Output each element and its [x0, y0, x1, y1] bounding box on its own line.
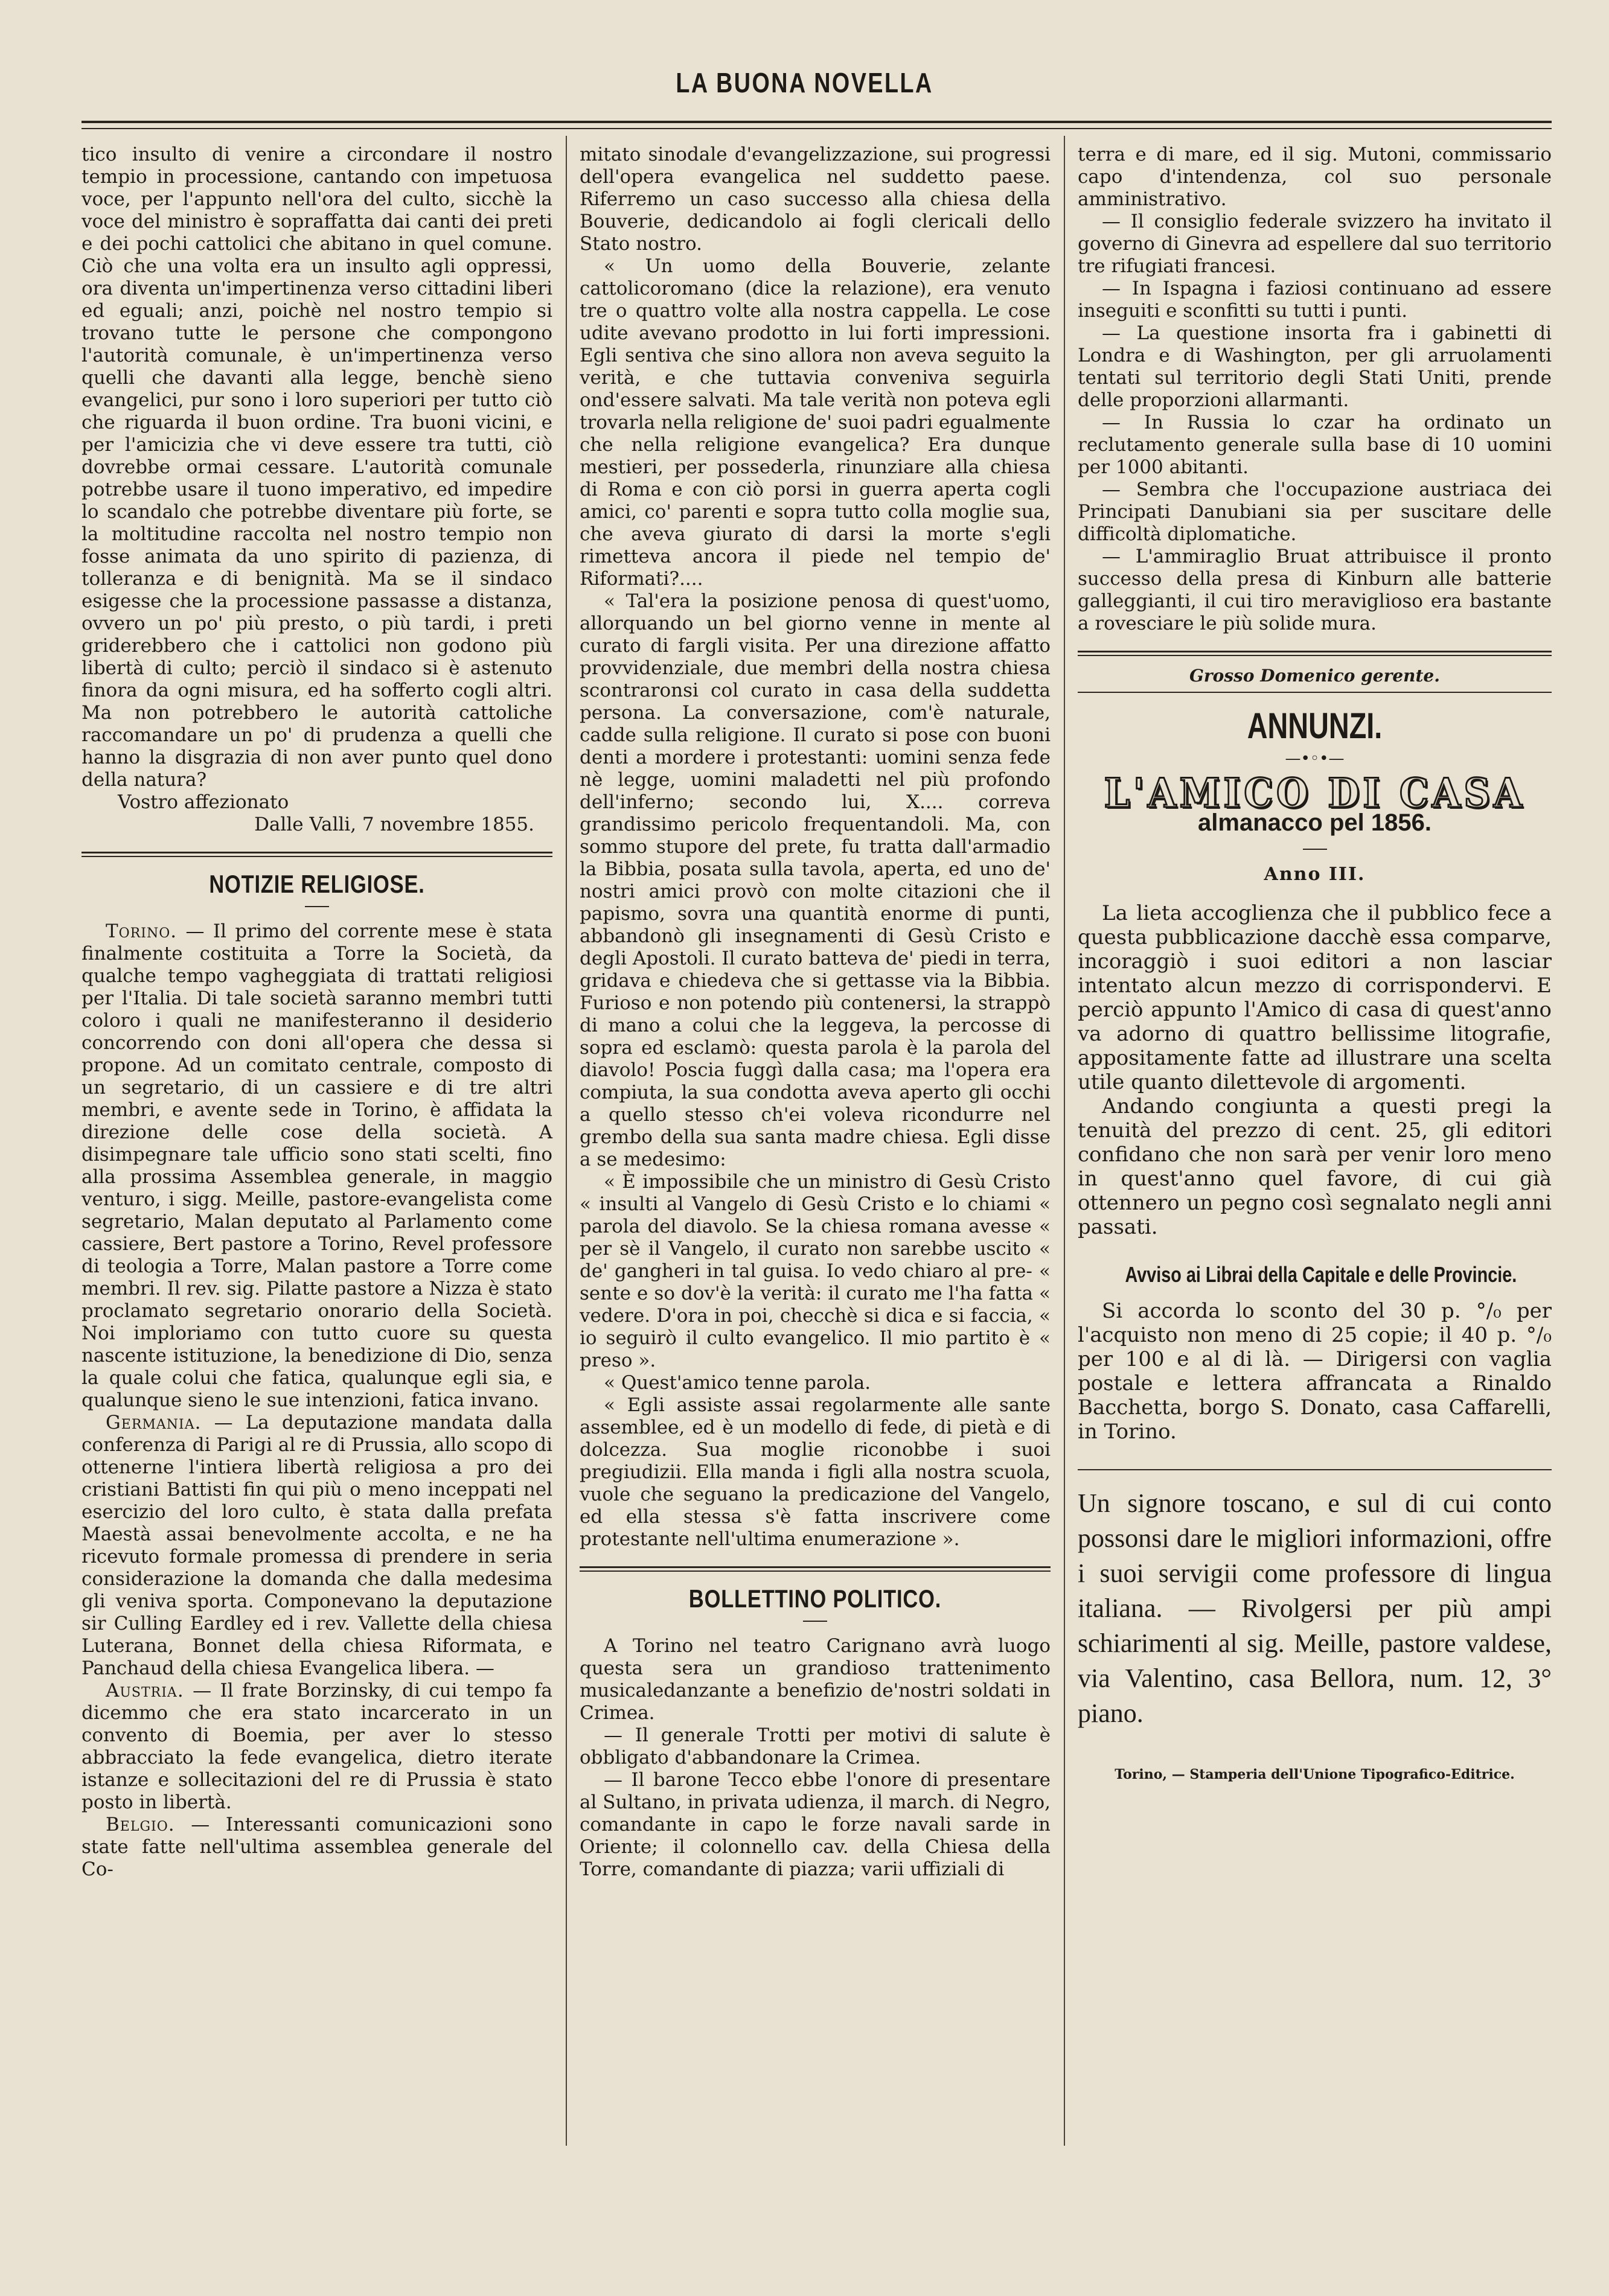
news-label: Belgio.	[106, 1814, 175, 1835]
article-paragraph: « Tal'era la posizione penosa di quest'uomo, allorquando un bel giorno venne in mente al curato di fargli visita. Per una direzione affatto provvidenziale, due membri della nostra chiesa scontraronsi col curato in casa della suddetta persona. La conversazione, com'è naturale, cadde sulla religione. Il curato si pose con buoni denti a mordere i protestanti: uomini senza fede nè legge, uomini maladetti nel più profondo dell'inferno; secondo lui, X.... correva grandissimo pericolo frequentandoli. Ma, con sommo stupore del prete, fu tratta dall'armadio la Bibbia, posata sulla tavola, aperta, ed uno de' nostri amici provò con molte citazioni che il papismo, sovra una quantità enorme di punti, abbandonò gli insegnamenti di Gesù Cristo e degli Apostoli. Il curato batteva de' piedi in terra, gridava e chiedeva che si gettasse via la Bibbia. Furioso e non potendo più contenersi, la strappò di mano a colui che la leggeva, la percosse di sopra ed esclamò: questa parola è la parola del diavolo! Poscia fuggì dalla casa; ma l'opera era compiuta, la sua condotta aveva aperto gli occhi a quello stesso ch'ei voleva ricondurre nel grembo della sua santa madre chiesa. Egli disse a se medesimo:	[580, 590, 1051, 1170]
article-paragraph: « Un uomo della Bouverie, zelante cattolicoromano (dice la relazione), era venuto tre o quattro volte alla nostra cappella. Le cose udite avevano prodotto in lui forti impressioni. Egli sentiva che sino allora non aveva seguito la verità, e che tuttavia conveniva seguirla ond'essere salvati. Ma tale verità non poteva egli trovarla nella religione de' suoi padri egualmente che nella religione evangelica? Era dunque mestieri, per possederla, rinunziare alla chiesa di Roma e con ciò porsi in guerra aperta cogli amici, co' parenti e sopra tutto colla moglie sua, che aveva giurato di darsi la morte s'egli rimetteva ancora il piede nel tempio de' Riformati?....	[580, 255, 1051, 590]
section-rule	[82, 852, 552, 857]
masthead-rule	[82, 121, 1552, 123]
news-germania	[82, 1412, 552, 1680]
news-torino	[82, 920, 552, 1412]
gerente-line: Grosso Domenico gerente.	[1189, 666, 1440, 686]
article-paragraph: « È impossibile che un ministro di Gesù Cristo « insulti al Vangelo di Gesù Cristo e lo chiami « parola del diavolo. Se la chiesa romana avesse « per sè il Vangelo, il curato non sarebbe uscito « de' gangheri in tal guisa. Io vedo chiaro al pre- « sente e so dov'è la verità: il curato me l'ha fatta « vedere. D'ora in poi, checchè si dica e si faccia, « io seguirò il culto evangelico. Il mio partito è « preso ».	[580, 1171, 1051, 1371]
news-label: Torino.	[106, 920, 178, 942]
section-rule	[580, 1566, 1051, 1572]
annuncio-paragraph: La lieta accoglienza che il pubblico fece a questa pubblicazione dacchè essa comparve, incoraggiò i suoi editori a non lasciar intentato alcun mezzo di corrispondervi. E perciò appunto l'Amico di casa di quest'anno va adorno di quattro bellissime litografie, appositamente fatte ad illustrare una scelta utile quanto dilettevole di argomenti.	[1078, 901, 1552, 1094]
politico-item: A Torino nel teatro Carignano avrà luogo questa sera un grandioso trattenimento musicaledanzante a benefizio de'nostri soldati in Crimea.	[580, 1635, 1051, 1724]
news-text: — Interessanti comunicazioni sono state fatte nell'ultima assemblea generale del Co-	[82, 1814, 552, 1880]
avviso-text: Si accorda lo sconto del 30 p. °/₀ per l'acquisto non meno di 25 copie; il 40 p. °/₀ per 100 e al di là. — Dirigersi con vaglia postale e lettera affrancata a Rinaldo Bacchetta, borgo S. Donato, casa Caffarelli, in Torino.	[1078, 1299, 1552, 1444]
annuncio-paragraph: Andando congiunta a questi pregi la tenuità del prezzo di cent. 25, gli editori confidano che non sarà per venir loro meno in quest'anno quel favore, di cui già ottennero un pegno così segnalato negli anni passati.	[1078, 1094, 1552, 1239]
politico-item: — L'ammiraglio Bruat attribuisce il pronto successo della presa di Kinburn alle batterie galleggianti, il cui tiro meraviglioso era bastante a rovesciare le più solide mura.	[1078, 546, 1552, 634]
politico-item: — In Russia lo czar ha ordinato un reclutamento generale sulla base di 10 uomini per 1000 abitanti.	[1078, 412, 1552, 478]
politico-item: — In Ispagna i faziosi continuano ad essere inseguiti e sconfitti su tutti i punti.	[1078, 278, 1552, 322]
anno-label: Anno III.	[1264, 864, 1366, 885]
almanacco-subtitle: almanacco pel 1856.	[1198, 809, 1431, 836]
politico-item: — Il consiglio federale svizzero ha invitato il governo di Ginevra ad espellere dal suo territorio tre rifugiati francesi.	[1078, 211, 1552, 277]
politico-item: — La questione insorta fra i gabinetti di Londra e di Washington, per gli arruolamenti tentati sul territorio degli Stati Uniti, prende delle proporzioni allarmanti.	[1078, 322, 1552, 411]
section-rule	[1078, 651, 1552, 656]
letter-body: tico insulto di venire a circondare il nostro tempio in processione, cantando con impetuosa voce, per l'appunto nell'ora del culto, sicchè la voce del ministro è sopraffatta dai canti dei preti e dei pochi cattolici che abitano in quel comune. Ciò che una volta era un insulto agli oppressi, ora diventa un'impertinenza verso cittadini liberi ed eguali; anzi, poichè nel nostro tempio si trovano tutte le persone che compongono l'autorità comunale, è un'impertinenza verso quelli che davanti alla legge, benchè sieno evangelici, pur sono i loro superiori per tutto ciò che riguarda il buon ordine. Tra buoni vicini, e per l'amicizia che vi deve essere tra tutti, ciò dovrebbe ormai cessare. L'autorità comunale potrebbe usare il tuono imperativo, ed impedire lo scandalo che potrebbe diventare più forte, se la moltitudine raccolta nel nostro tempio non fosse animata da uno spirito di pazienza, di tolleranza e di benignità. Ma se il sindaco esigesse che la processione passasse a distanza, ovvero un po' più presto, o più tardi, i preti griderebbero che i cattolici non godono più libertà di culto; perciò il sindaco si è astenuto finora da ogni misura, ed ha sofferto cogli altri. Ma non potrebbero le autorità cattoliche raccomandare un po' di prudenza a quelli che hanno la disgrazia di non aver punto quel dono della natura?	[82, 144, 552, 791]
printer-imprint: Torino, — Stamperia dell'Unione Tipografico-Editrice.	[1115, 1767, 1515, 1782]
politico-item: terra e di mare, ed il sig. Mutoni, commissario capo d'intendenza, col suo personale amministrativo.	[1078, 144, 1552, 210]
heading-dash	[1303, 849, 1327, 850]
section-heading-notizie: NOTIZIE RELIGIOSE.	[209, 870, 425, 898]
divider	[1078, 692, 1552, 693]
article-paragraph: « Egli assiste assai regolarmente alle sante assemblee, ed è un modello di fede, di pietà e di dolcezza. Sua moglie riconobbe i suoi pregiudizii. Ella manda i figli alla nostra scuola, vuole che seguano la predicazione del Vangelo, ed ella stessa s'è fatta inscrivere come protestante nell'ultima enumerazione ».	[580, 1394, 1051, 1550]
news-text: — Il primo del corrente mese è stata finalmente costituita a Torre la Società, da qualche tempo vagheggiata di trattati religiosi per l'Italia. Di tale società saranno membri tutti coloro i quali ne manifesteranno il desiderio concorrendo con doni all'opera che dessa si propone. Ad un comitato centrale, composto di un segretario, di un cassiere e di tre altri membri, e avente sede in Torino, è affidata la direzione delle cose della società. A disimpegnare tale ufficio sono stati scelti, fino alla prossima Assemblea generale, in maggio venturo, i sigg. Meille, pastore-evangelista come segretario, Malan deputato al Parlamento come cassiere, Bert pastore a Torino, Revel professore di teologia a Torre, Malan pastore a Torre come membri. Il rev. sig. Pilatte pastore a Nizza è stato proclamato segretario onorario della Società. Noi imploriamo con tutto cuore su questa nascente istituzione, la benedizione di Dio, senza la quale colui che fatica, qualunque egli sia, e qualunque sieno le sue intenzioni, fatica invano.	[82, 920, 552, 1411]
column-3	[1078, 144, 1552, 1786]
politico-item: — Sembra che l'occupazione austriaca dei Principati Danubiani sia per suscitare delle difficoltà diplomatiche.	[1078, 479, 1552, 545]
news-text: — Il frate Borzinsky, di cui tempo fa dicemmo che era stato incarcerato in un convento di Boemia, per aver lo stesso abbracciato la fede evangelica, dietro iterate istanze e sollecitazioni del re di Prussia è stato posto in libertà.	[82, 1680, 552, 1813]
article-paragraph: mitato sinodale d'evangelizzazione, sui progressi dell'opera evangelica nel suddetto paese. Riferremo un caso successo alla chiesa della Bouverie, dedicandolo ai fogli clericali dello Stato nostro.	[580, 144, 1051, 255]
avviso-heading: Avviso ai Librai della Capitale e delle Provincie.	[1125, 1262, 1517, 1287]
letter-closing: Vostro affezionato	[118, 791, 289, 813]
masthead-rule-thin	[82, 128, 1552, 129]
politico-item: — Il barone Tecco ebbe l'onore di presentare al Sultano, in privata udienza, il march. di Negro, comandante in capo le forze navali sarde in Oriente; il colonnello cav. della Chiesa della Torre, comandante di piazza; varii uffiziali di	[580, 1769, 1051, 1880]
amico-di-casa-title: L'AMICO DI CASA	[1104, 770, 1526, 817]
article-paragraph: « Quest'amico tenne parola.	[604, 1372, 871, 1394]
politico-item: — Il generale Trotti per motivi di salute è obbligato d'abbandonare la Crimea.	[580, 1724, 1051, 1768]
column-1	[82, 144, 552, 1881]
news-austria	[82, 1680, 552, 1814]
news-text: — La deputazione mandata dalla conferenza di Parigi al re di Prussia, allo scopo di ottenerne l'intiera libertà religiosa a pro dei cristiani Battisti fin qui più o meno inceppati nel esercizio del loro culto, è stata dalla prefata Maestà assai benevolmente accolta, e ne ha ricevuto formale promessa di prendere in seria considerazione la domanda che dalla medesima gli veniva sporta. Componevano la deputazione sir Culling Eardley ed i rev. Vallette della chiesa Luterana, Bonnet della chiesa Riformata, e Panchaud della chiesa Evangelica libera. —	[82, 1412, 552, 1679]
column-separator	[1064, 136, 1065, 2146]
news-label: Austria.	[106, 1680, 184, 1701]
news-belgio	[82, 1814, 552, 1881]
column-2	[580, 144, 1051, 1881]
annunzi-heading: ANNUNZI.	[1247, 706, 1383, 746]
letter-dateline: Dalle Valli, 7 novembre 1855.	[254, 814, 534, 835]
masthead-title: LA BUONA NOVELLA	[676, 67, 933, 98]
heading-dash	[305, 906, 329, 907]
news-label: Germania.	[106, 1412, 202, 1433]
column-separator	[566, 136, 567, 2146]
toscano-text: Un signore toscano, e sul di cui conto possonsi dare le migliori informazioni, offre i suoi servigii come professore di lingua italiana. — Rivolgersi per più ampi schiarimenti al sig. Meille, pastore valdese, via Valentino, casa Bellora, num. 12, 3° piano.	[1078, 1488, 1552, 1728]
heading-dash	[803, 1621, 827, 1622]
ornament-flourish: —•◦•—	[1285, 750, 1345, 768]
section-heading-bollettino: BOLLETTINO POLITICO.	[688, 1584, 942, 1613]
toscano-ad	[1078, 1469, 1552, 1731]
